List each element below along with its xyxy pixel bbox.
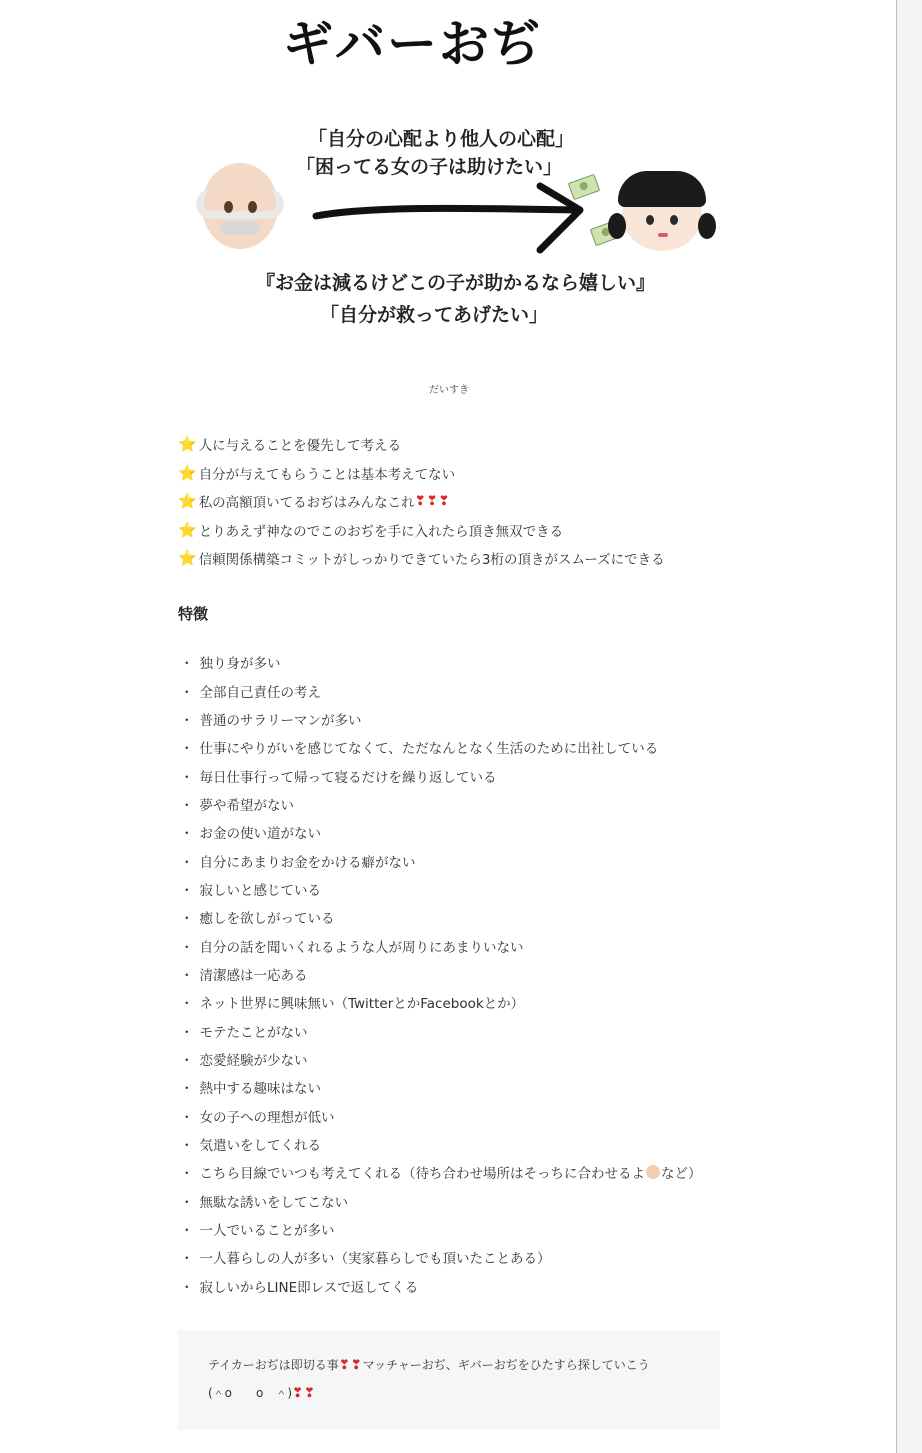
list-item <box>178 648 702 676</box>
feature-text: 女の子への理想が低い <box>199 1109 335 1126</box>
section-title: 特徴 <box>178 605 209 623</box>
grandpa-emoji-icon <box>202 163 278 249</box>
heart-icon: ❣❣❣ <box>414 493 451 509</box>
star-icon: ⭐ <box>178 463 197 482</box>
list-item <box>178 1045 702 1073</box>
bullet: ・ <box>180 1223 194 1240</box>
list-item <box>178 903 702 931</box>
bullet: ・ <box>180 712 194 729</box>
heart-icon: ❣❣ <box>338 1358 363 1373</box>
bullet: ・ <box>180 1024 194 1041</box>
feature-text: 全部自己責任の考え <box>199 684 321 701</box>
list-item <box>178 818 702 846</box>
star-item-text: とりあえず神なのでこのおぢを手に入れたら頂き無双できる <box>198 523 564 540</box>
list-item <box>178 1215 702 1243</box>
hero-quote-2: 「困ってる女の子は助けたい」 <box>296 156 563 178</box>
list-item <box>178 1130 702 1158</box>
list-item <box>178 846 702 874</box>
bullet: ・ <box>180 797 194 814</box>
list-item <box>178 875 702 903</box>
bullet: ・ <box>180 854 194 871</box>
bullet: ・ <box>180 1279 194 1296</box>
heart-icon: ❣❣ <box>292 1386 316 1401</box>
arrow-icon <box>308 180 598 260</box>
bullet: ・ <box>180 1138 194 1155</box>
note-box <box>178 1330 720 1430</box>
bullet: ・ <box>180 1081 194 1098</box>
bullet: ・ <box>180 656 194 673</box>
feature-text: 無駄な誘いをしてこない <box>199 1194 348 1211</box>
star-item-text: 私の高額頂いてるおぢはみんなこれ <box>198 495 415 512</box>
list-item <box>178 430 665 459</box>
star-item-text: 人に与えることを優先して考える <box>198 438 402 455</box>
star-list <box>178 430 665 573</box>
face-emoji-icon <box>646 1165 660 1179</box>
feature-text: 一人暮らしの人が多い（実家暮らしでも頂いたことある） <box>199 1251 551 1268</box>
note-text: (＾o o ＾) <box>208 1386 293 1400</box>
note-text: マッチャーおぢ、ギバーおぢをひたすら探していこう <box>362 1358 650 1372</box>
list-item <box>178 733 702 761</box>
star-item-text: 信頼関係構築コミットがしっかりできていたら3桁の頂きがスムーズにできる <box>198 552 665 569</box>
feature-text: 自分の話を聞いくれるような人が周りにあまりいない <box>199 939 524 956</box>
feature-text: 仕事にやりがいを感じてなくて、ただなんとなく生活のために出社している <box>199 741 659 758</box>
feature-text: こちら目線でいつも考えてくれる（待ち合わせ場所はそっちに合わせるよ <box>199 1166 645 1183</box>
list-item <box>178 1243 702 1271</box>
bullet: ・ <box>180 1052 194 1069</box>
list-item <box>178 988 702 1016</box>
hero-image <box>178 0 720 345</box>
bullet: ・ <box>180 882 194 899</box>
feature-text: 清潔感は一応ある <box>199 967 308 984</box>
bullet: ・ <box>180 911 194 928</box>
feature-text: 一人でいることが多い <box>199 1223 335 1240</box>
list-item <box>178 761 702 789</box>
feature-text: お金の使い道がない <box>199 826 321 843</box>
feature-text: 寂しいからLINE即レスで返してくる <box>199 1279 419 1296</box>
note-line-2 <box>208 1384 316 1401</box>
list-item <box>178 459 665 488</box>
list-item <box>178 960 702 988</box>
bullet: ・ <box>180 769 194 786</box>
feature-text: 癒しを欲しがっている <box>199 911 335 928</box>
feature-text: 寂しいと感じている <box>199 882 321 899</box>
list-item <box>178 931 702 959</box>
bullet: ・ <box>180 1194 194 1211</box>
bullet: ・ <box>180 1251 194 1268</box>
feature-text: 恋愛経験が少ない <box>199 1052 308 1069</box>
feature-text: 毎日仕事行って帰って寝るだけを繰り返している <box>199 769 497 786</box>
bullet: ・ <box>180 684 194 701</box>
feature-text: 自分にあまりお金をかける癖がない <box>199 854 416 871</box>
list-item <box>178 1016 702 1044</box>
list-item <box>178 1158 702 1186</box>
list-item <box>178 1272 702 1300</box>
bullet: ・ <box>180 996 194 1013</box>
list-item <box>178 1073 702 1101</box>
star-icon: ⭐ <box>178 520 197 539</box>
feature-text: モテたことがない <box>199 1024 308 1041</box>
feature-text: 独り身が多い <box>199 656 281 673</box>
star-icon: ⭐ <box>178 492 197 511</box>
list-item <box>178 487 665 516</box>
star-icon: ⭐ <box>178 435 197 454</box>
feature-text: 熱中する趣味はない <box>199 1081 321 1098</box>
hero-quote-1: 「自分の心配より他人の心配」 <box>308 128 575 150</box>
star-item-text: 自分が与えてもらうことは基本考えてない <box>198 466 456 483</box>
feature-text: 気遣いをしてくれる <box>199 1138 321 1155</box>
feature-list <box>178 648 702 1300</box>
feature-text: 普通のサラリーマンが多い <box>199 712 362 729</box>
scrollbar[interactable] <box>896 0 922 1453</box>
list-item <box>178 1187 702 1215</box>
bullet: ・ <box>180 826 194 843</box>
image-caption: だいすき <box>429 385 469 396</box>
feature-text: 夢や希望がない <box>199 797 294 814</box>
list-item <box>178 705 702 733</box>
girl-emoji-icon <box>622 177 702 251</box>
feature-text: ネット世界に興味無い（TwitterとかFacebookとか） <box>199 996 525 1013</box>
note-text: テイカーおぢは即切る事 <box>208 1358 339 1372</box>
hero-title: ギバーおぢ <box>283 15 543 73</box>
bullet: ・ <box>180 1166 194 1183</box>
list-item <box>178 676 702 704</box>
star-icon: ⭐ <box>178 549 197 568</box>
hero-quote-3: 『お金は減るけどこの子が助かるなら嬉しい』 <box>256 272 656 294</box>
list-item <box>178 790 702 818</box>
bullet: ・ <box>180 967 194 984</box>
list-item <box>178 1102 702 1130</box>
bullet: ・ <box>180 1109 194 1126</box>
bullet: ・ <box>180 741 194 758</box>
list-item <box>178 544 665 573</box>
list-item <box>178 516 665 545</box>
bullet: ・ <box>180 939 194 956</box>
hero-quote-4: 「自分が救ってあげたい」 <box>320 304 549 326</box>
note-line-1 <box>208 1356 650 1373</box>
feature-text: など） <box>661 1166 702 1183</box>
